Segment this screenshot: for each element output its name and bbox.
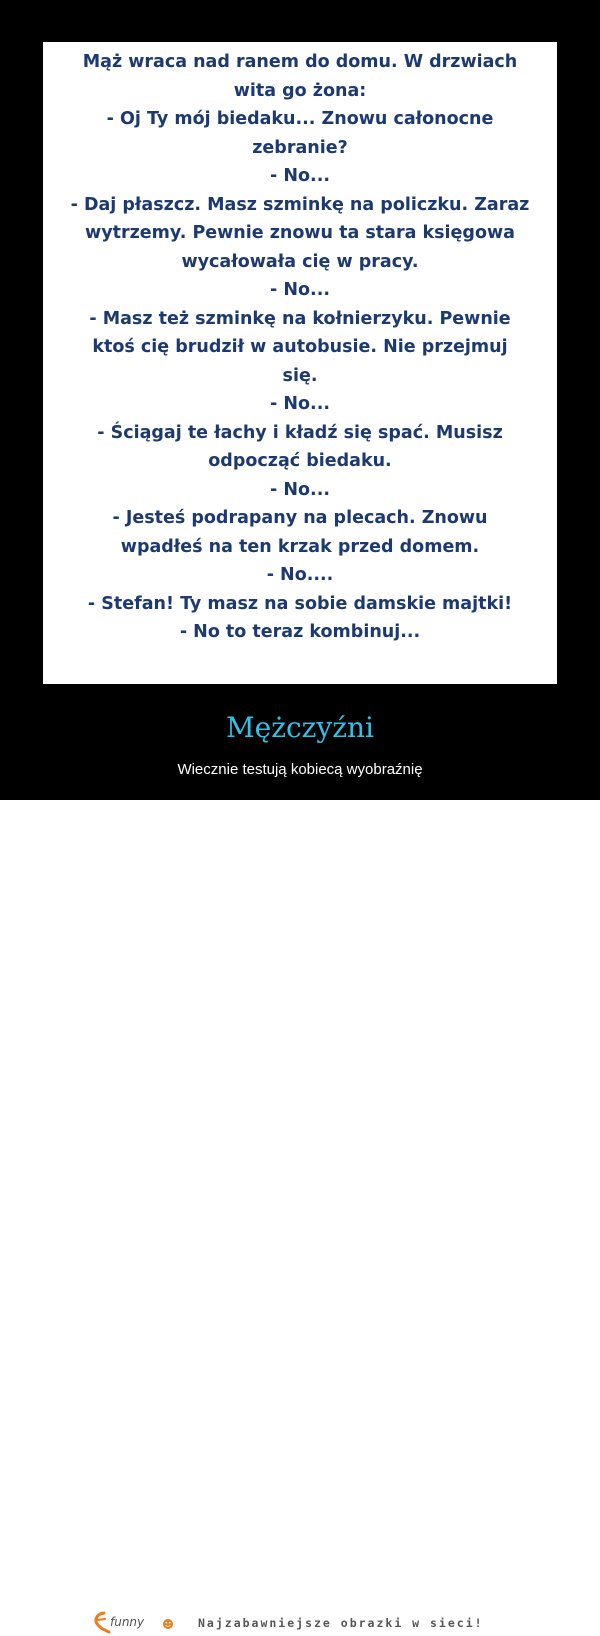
story-line: - No... <box>270 166 330 186</box>
story-line: wita go żona: <box>233 80 367 101</box>
story-text <box>53 48 547 647</box>
story-line: - No... <box>270 394 330 414</box>
story-panel <box>43 42 557 684</box>
story-line: - Ściągaj te łachy i kładź się spać. Musisz <box>97 422 503 443</box>
story-line: - Daj płaszcz. Masz szminkę na policzku. Zaraz <box>70 194 530 215</box>
story-line: wycałowała cię w pracy. <box>181 251 419 272</box>
story-line: - Oj Ty mój biedaku... Znowu całonocne <box>106 109 494 129</box>
story-line: się. <box>282 365 318 386</box>
story-line: - No... <box>270 280 330 300</box>
story-line: - Masz też szminkę na kołnierzyku. Pewnie <box>89 308 511 329</box>
footer-slogan: Najzabawniejsze obrazki w sieci! <box>198 1616 484 1630</box>
logo-text: funny <box>110 1615 145 1629</box>
demotivator-poster <box>0 0 600 800</box>
story-line: Mąż wraca nad ranem do domu. W drzwiach <box>82 52 518 72</box>
smile-icon <box>163 1619 173 1629</box>
story-line: wpadłeś na ten krzak przed domem. <box>120 536 480 557</box>
story-line: zebranie? <box>252 137 348 158</box>
poster-title: Mężczyźni <box>226 711 374 744</box>
poster-subtitle: Wiecznie testują kobiecą wyobraźnię <box>177 761 423 778</box>
story-line: - No to teraz kombinuj... <box>179 622 421 642</box>
funny-logo[interactable] <box>90 1608 178 1636</box>
story-line: - Jesteś podrapany na plecach. Znowu <box>112 508 488 528</box>
story-line: ktoś cię brudził w autobusie. Nie przejmuj <box>92 337 508 357</box>
site-footer <box>0 800 600 1630</box>
story-line: - No... <box>270 479 330 500</box>
story-line: - No.... <box>266 565 334 585</box>
story-line: - Stefan! Ty masz na sobie damskie majtki! <box>87 593 513 614</box>
story-line: wytrzemy. Pewnie znowu ta stara księgowa <box>85 223 515 243</box>
story-line: odpocząć biedaku. <box>208 451 392 471</box>
